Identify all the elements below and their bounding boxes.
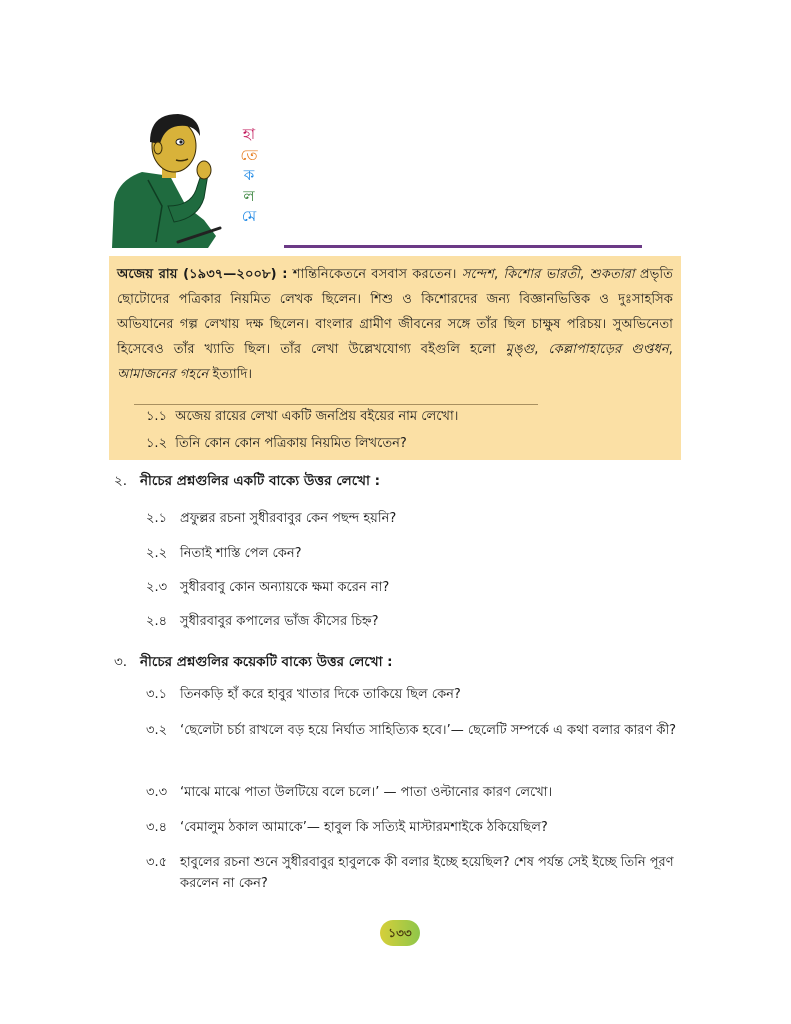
question-item: ৩.৪ ‘বেমালুম ঠকাল আমাকে’— হাবুল কি সত্যিই মাস্টারমশাইকে ঠকিয়েছিল? xyxy=(146,820,548,835)
question-item: ৩.২ ‘ছেলেটা চর্চা রাখলে বড় হয়ে নির্ঘাত সাহিত্যিক হবে।’— ছেলেটি সম্পর্কে এ কথা বলার কারণ কী? xyxy=(146,723,677,738)
title-letter-5: মে xyxy=(241,207,257,225)
question-item: ২.৩ সুধীরবাবু কোন অন্যায়কে ক্ষমা করেন না? xyxy=(146,580,390,595)
bio-divider xyxy=(134,404,538,405)
book-3: আমাজনের গহনে xyxy=(117,367,209,382)
author-bio-box xyxy=(109,256,681,460)
question-item: ২.৪ সুধীরবাবুর কপালের ভাঁজ কীসের চিহ্ন? xyxy=(146,614,379,629)
question-item: ৩.১ তিনকড়ি হাঁ করে হাবুর খাতার দিকে তাকিয়ে ছিল কেন? xyxy=(146,687,461,702)
question-item: ৩.৩ ‘মাঝে মাঝে পাতা উলটিয়ে বলে চলে।’ — পাতা ওল্টানোর কারণ লেখো। xyxy=(146,785,553,800)
question-item: ২.২ নিতাই শাস্তি পেল কেন? xyxy=(146,546,302,561)
box-question: ১.২ তিনি কোন কোন পত্রিকায় নিয়মিত লিখতেন? xyxy=(146,436,407,451)
book-2: কেল্লাপাহাড়ের গুপ্তধন xyxy=(548,342,669,357)
box-question: ১.১ অজেয় রায়ের লেখা একটি জনপ্রিয় বইয়ের নাম লেখো। xyxy=(146,409,459,424)
section-3-heading: ৩. নীচের প্রশ্নগুলির কয়েকটি বাক্যে উত্তর লেখো : xyxy=(114,654,393,670)
title-letter-3: ক xyxy=(243,166,255,184)
title-letter-2: তে xyxy=(240,145,258,164)
magazine-2: কিশোর ভারতী xyxy=(503,267,580,282)
section-2-heading: ২. নীচের প্রশ্নগুলির একটি বাক্যে উত্তর লেখো : xyxy=(114,473,381,489)
magazine-1: সন্দেশ xyxy=(461,267,494,282)
title-letter-4: ল xyxy=(243,186,255,205)
section-divider xyxy=(284,245,642,248)
thinking-boy-illustration xyxy=(108,110,226,258)
author-name: অজেয় রায় (১৯৩৭—২০০৮) : xyxy=(117,267,288,282)
magazine-3: শুকতারা xyxy=(589,267,635,282)
page-number: ১৩৩ xyxy=(380,920,420,946)
book-1: মুঙ্গু xyxy=(505,342,535,357)
question-item: ৩.৫ হাবুলের রচনা শুনে সুধীরবাবুর হাবুলকে কী বলার ইচ্ছে হয়েছিল? শেষ পর্যন্ত সেই ইচ্ছে তিনি পূরণ করলেন না কেন? xyxy=(146,855,674,891)
title-letter-1: হা xyxy=(242,125,256,143)
question-item: ২.১ প্রফুল্লর রচনা সুধীরবাবুর কেন পছন্দ হয়নি? xyxy=(146,511,397,526)
author-bio-text: অজেয় রায় (১৯৩৭—২০০৮) : শান্তিনিকেতনে বসবাস করতেন। সন্দেশ, কিশোর ভারতী, শুকতারা প্রভৃতি ছোটোদের পত্রিকার নিয়মিত লেখক ছিলেন। শিশু ও কিশোরদের জন্য বিজ্ঞানভিত্তিক ও দুঃসাহসিক অভিযানের গল্প লেখায় দক্ষ ছিলেন। বাংলার গ্রামীণ জীবনের সঙ্গে তাঁর ছিল চাক্ষুষ পরিচয়। সুঅভিনেতা হিসেবেও তাঁর খ্যাতি ছিল। তাঁর লেখা উল্লেখযোগ্য বইগুলি হলো মুঙ্গু, কেল্লাপাহাড়ের গুপ্তধন, আমাজনের গহনে ইত্যাদি। xyxy=(117,267,674,382)
section-title-vertical xyxy=(234,124,264,227)
